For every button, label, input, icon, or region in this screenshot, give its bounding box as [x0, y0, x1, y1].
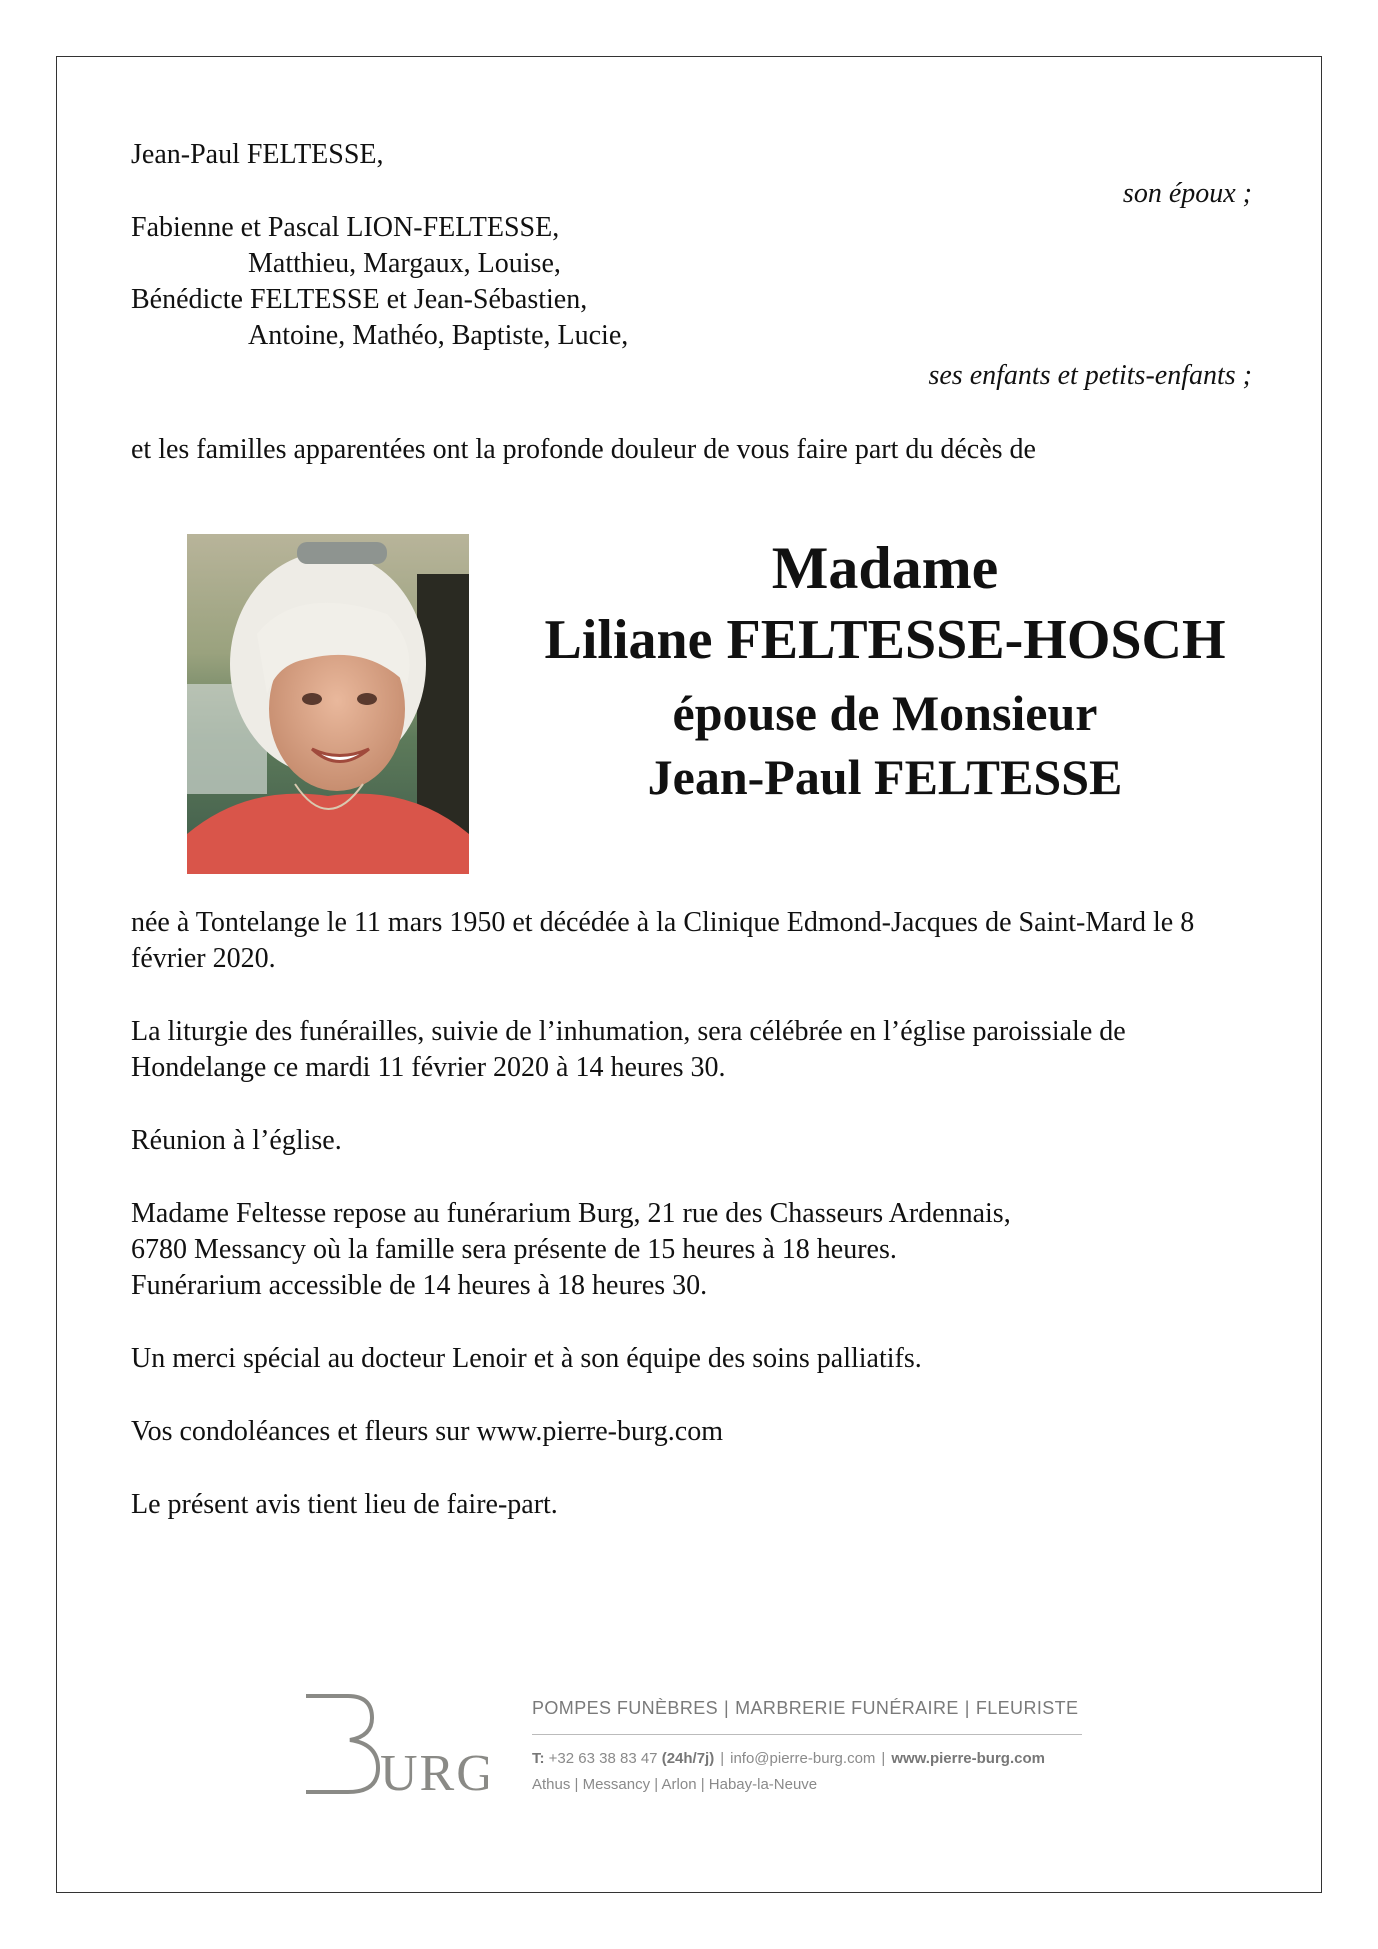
deceased-name: Liliane FELTESSE-HOSCH — [544, 609, 1226, 671]
locations-line: Athus | Messancy | Arlon | Habay-la-Neuve — [532, 1776, 818, 1793]
grandchildren-1: Matthieu, Margaux, Louise, — [248, 248, 561, 279]
thanks-paragraph: Un merci spécial au docteur Lenoir et à son équipe des soins palliatifs. — [131, 1343, 922, 1374]
phone-number[interactable]: +32 63 38 83 47 — [548, 1750, 658, 1767]
spouse-role: son époux ; — [1122, 178, 1252, 209]
announcement: et les familles apparentées ont la profonde douleur de vous faire part du décès de — [131, 434, 1036, 465]
burg-logo — [298, 1688, 488, 1798]
rest-line-1: Madame Feltesse repose au funérarium Burg, 21 rue des Chasseurs Ardennais, — [131, 1198, 1011, 1229]
grandchildren-2: Antoine, Mathéo, Baptiste, Lucie, — [248, 320, 629, 351]
website-link[interactable]: www.pierre-burg.com — [891, 1750, 1045, 1767]
liturgy-paragraph: La liturgie des funérailles, suivie de l’inhumation, sera célébrée en l’église paroissiale de Hondelange ce mardi 11 février 2020 à 14 heures 30. — [131, 1016, 1126, 1083]
service-funeral: POMPES FUNÈBRES — [532, 1698, 719, 1718]
svg-text:URG: URG — [380, 1745, 488, 1798]
notice-paragraph: Le présent avis tient lieu de faire-part. — [131, 1489, 558, 1520]
birth-death-paragraph: née à Tontelange le 11 mars 1950 et décédée à la Clinique Edmond-Jacques de Saint-Mard le 8 février 2020. — [131, 907, 1195, 974]
spouse-name: Jean-Paul FELTESSE, — [131, 139, 384, 170]
deceased-title: Madame — [771, 535, 999, 601]
service-masonry: MARBRERIE FUNÉRAIRE — [735, 1698, 959, 1718]
child-1: Fabienne et Pascal LION-FELTESSE, — [131, 212, 560, 243]
contact-line: T: +32 63 38 83 47 (24h/7j) | info@pierre-burg.com | www.pierre-burg.com — [532, 1750, 1045, 1767]
services-list: POMPES FUNÈBRES | MARBRERIE FUNÉRAIRE | FLEURISTE — [532, 1698, 1079, 1718]
phone-label: T: — [532, 1750, 545, 1767]
footer-divider — [532, 1734, 1082, 1735]
deceased-portrait — [187, 534, 469, 874]
children-role: ses enfants et petits-enfants ; — [928, 360, 1252, 391]
phone-hours: (24h/7j) — [661, 1750, 715, 1767]
husband-name: Jean-Paul FELTESSE — [647, 749, 1123, 805]
meeting-paragraph: Réunion à l’église. — [131, 1125, 342, 1156]
condolences-paragraph: Vos condoléances et fleurs sur www.pierre-burg.com — [131, 1416, 723, 1447]
service-florist: FLEURISTE — [975, 1698, 1079, 1718]
deceased-relation: épouse de Monsieur — [672, 685, 1098, 741]
rest-line-3: Funérarium accessible de 14 heures à 18 heures 30. — [131, 1270, 708, 1301]
child-2: Bénédicte FELTESSE et Jean-Sébastien, — [131, 284, 588, 315]
rest-line-2: 6780 Messancy où la famille sera présente de 15 heures à 18 heures. — [131, 1234, 897, 1265]
email-link[interactable]: info@pierre-burg.com — [730, 1750, 876, 1767]
